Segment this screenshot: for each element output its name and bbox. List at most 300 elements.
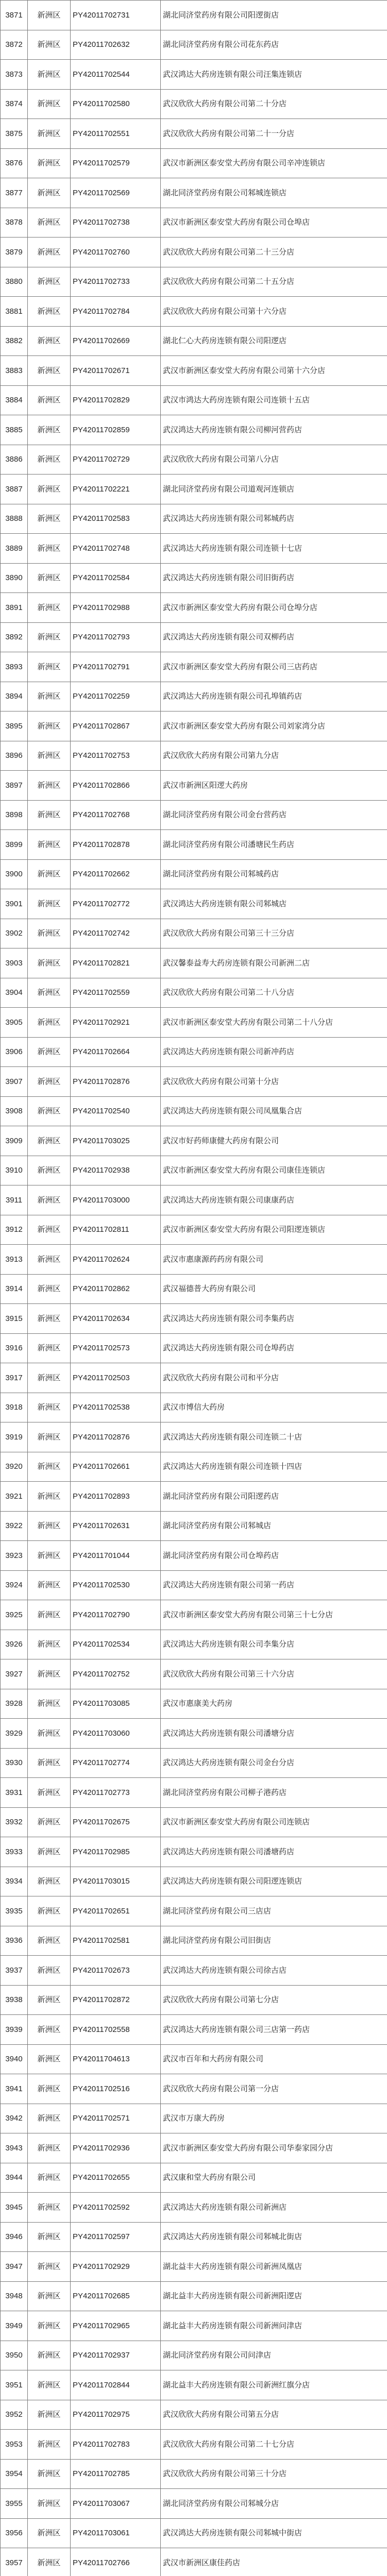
row-number: 3906 — [1, 1037, 28, 1067]
row-number: 3880 — [1, 267, 28, 297]
district-cell: 新洲区 — [28, 2252, 71, 2282]
district-cell: 新洲区 — [28, 1956, 71, 1986]
pharmacy-name-cell: 武汉市好药师康健大药房有限公司 — [161, 1126, 387, 1156]
table-row — [1, 1659, 387, 1689]
pharmacy-name-cell: 武汉欣欣大药房有限公司第一分店 — [161, 2074, 387, 2104]
pharmacy-name-cell: 武汉欣欣大药房有限公司第三十三分店 — [161, 919, 387, 948]
table-row — [1, 622, 387, 652]
district-cell: 新洲区 — [28, 771, 71, 801]
row-number: 3919 — [1, 1422, 28, 1452]
row-number: 3875 — [1, 119, 28, 149]
code-cell: PY42011702876 — [71, 1067, 161, 1097]
row-number: 3913 — [1, 1245, 28, 1275]
pharmacy-name-cell: 武汉市新洲区泰安堂大药房有限公司仓埠店 — [161, 208, 387, 238]
table-row — [1, 2341, 387, 2370]
code-cell: PY42011702569 — [71, 178, 161, 208]
row-number: 3915 — [1, 1304, 28, 1334]
district-cell: 新洲区 — [28, 2311, 71, 2341]
code-cell: PY42011702766 — [71, 2548, 161, 2576]
row-number: 3935 — [1, 1896, 28, 1926]
pharmacy-name-cell: 武汉市鸿达大药房连锁有限公司连锁十五店 — [161, 385, 387, 415]
row-number: 3941 — [1, 2074, 28, 2104]
code-cell: PY42011702662 — [71, 859, 161, 889]
code-cell: PY42011702538 — [71, 1393, 161, 1422]
code-cell: PY42011702634 — [71, 1304, 161, 1334]
district-cell: 新洲区 — [28, 385, 71, 415]
pharmacy-name-cell: 武汉市新洲区泰安堂大药房有限公司阳逻连锁店 — [161, 1215, 387, 1245]
row-number: 3940 — [1, 2044, 28, 2074]
row-number: 3920 — [1, 1452, 28, 1482]
table-row — [1, 474, 387, 504]
table-row — [1, 830, 387, 860]
pharmacy-name-cell: 武汉欣欣大药房有限公司第十分店 — [161, 1067, 387, 1097]
table-row — [1, 1156, 387, 1185]
table-row — [1, 1719, 387, 1749]
district-cell: 新洲区 — [28, 2341, 71, 2370]
district-cell: 新洲区 — [28, 534, 71, 564]
pharmacy-name-cell: 武汉鸿达大药房连锁有限公司新冲药店 — [161, 1037, 387, 1067]
district-cell: 新洲区 — [28, 1807, 71, 1837]
row-number: 3887 — [1, 474, 28, 504]
district-cell: 新洲区 — [28, 1393, 71, 1422]
district-cell: 新洲区 — [28, 1096, 71, 1126]
table-row — [1, 682, 387, 711]
table-row — [1, 1452, 387, 1482]
table-row — [1, 1363, 387, 1393]
table-body — [1, 1, 387, 2576]
row-number: 3888 — [1, 504, 28, 534]
row-number: 3954 — [1, 2459, 28, 2489]
table-row — [1, 1689, 387, 1719]
pharmacy-name-cell: 武汉馨泰益寿大药房连锁有限公司新洲二店 — [161, 948, 387, 978]
district-cell: 新洲区 — [28, 711, 71, 741]
pharmacy-name-cell: 湖北同济堂药房有限公司旧街店 — [161, 1926, 387, 1956]
pharmacy-name-cell: 武汉欣欣大药房有限公司第七分店 — [161, 1985, 387, 2015]
table-row — [1, 1600, 387, 1630]
pharmacy-name-cell: 湖北仁心大药房连锁有限公司阳逻店 — [161, 326, 387, 356]
row-number: 3872 — [1, 30, 28, 60]
row-number: 3922 — [1, 1511, 28, 1541]
pharmacy-name-cell: 武汉欣欣大药房有限公司第二十七分店 — [161, 2430, 387, 2460]
district-cell: 新洲区 — [28, 1333, 71, 1363]
pharmacy-name-cell: 武汉市博信大药房 — [161, 1393, 387, 1422]
row-number: 3930 — [1, 1748, 28, 1778]
pharmacy-name-cell: 湖北同济堂药房有限公司邾城店 — [161, 1511, 387, 1541]
row-number: 3936 — [1, 1926, 28, 1956]
code-cell: PY42011702768 — [71, 800, 161, 830]
row-number: 3874 — [1, 89, 28, 119]
table-row — [1, 1422, 387, 1452]
district-cell: 新洲区 — [28, 1422, 71, 1452]
pharmacy-name-cell: 湖北益丰大药房连锁有限公司新洲凤凰店 — [161, 2252, 387, 2282]
row-number: 3925 — [1, 1600, 28, 1630]
code-cell: PY42011704613 — [71, 2044, 161, 2074]
district-cell: 新洲区 — [28, 1363, 71, 1393]
code-cell: PY42011702985 — [71, 1837, 161, 1867]
row-number: 3892 — [1, 622, 28, 652]
table-row — [1, 1926, 387, 1956]
code-cell: PY42011702793 — [71, 622, 161, 652]
district-cell: 新洲区 — [28, 919, 71, 948]
table-row — [1, 238, 387, 267]
pharmacy-name-cell: 武汉鸿达大药房连锁有限公司李集药店 — [161, 1304, 387, 1334]
code-cell: PY42011702544 — [71, 60, 161, 90]
code-cell: PY42011702729 — [71, 445, 161, 474]
table-row — [1, 948, 387, 978]
pharmacy-name-cell: 武汉鸿达大药房连锁有限公司邾城店 — [161, 889, 387, 919]
row-number: 3908 — [1, 1096, 28, 1126]
row-number: 3907 — [1, 1067, 28, 1097]
row-number: 3927 — [1, 1659, 28, 1689]
district-cell: 新洲区 — [28, 148, 71, 178]
pharmacy-name-cell: 武汉市新洲区泰安堂大药房有限公司康佳连锁店 — [161, 1156, 387, 1185]
district-cell: 新洲区 — [28, 948, 71, 978]
row-number: 3933 — [1, 1837, 28, 1867]
code-cell: PY42011702592 — [71, 2193, 161, 2223]
district-cell: 新洲区 — [28, 2163, 71, 2193]
row-number: 3877 — [1, 178, 28, 208]
code-cell: PY42011702742 — [71, 919, 161, 948]
pharmacy-name-cell: 武汉市新洲区泰安堂大药房有限公司连锁店 — [161, 1807, 387, 1837]
district-cell: 新洲区 — [28, 2548, 71, 2576]
code-cell: PY42011702738 — [71, 208, 161, 238]
row-number: 3910 — [1, 1156, 28, 1185]
table-row — [1, 2193, 387, 2223]
table-row — [1, 2370, 387, 2400]
district-cell: 新洲区 — [28, 1156, 71, 1185]
code-cell: PY42011702580 — [71, 89, 161, 119]
row-number: 3916 — [1, 1333, 28, 1363]
pharmacy-name-cell: 武汉鸿达大药房连锁有限公司连锁二十店 — [161, 1422, 387, 1452]
pharmacy-name-cell: 武汉鸿达大药房连锁有限公司李集分店 — [161, 1630, 387, 1659]
row-number: 3953 — [1, 2430, 28, 2460]
row-number: 3924 — [1, 1570, 28, 1600]
district-cell: 新洲区 — [28, 2074, 71, 2104]
row-number: 3934 — [1, 1867, 28, 1896]
code-cell: PY42011703000 — [71, 1185, 161, 1215]
district-cell: 新洲区 — [28, 1541, 71, 1571]
pharmacy-name-cell: 武汉鸿达大药房连锁有限公司潘塘分店 — [161, 1719, 387, 1749]
code-cell: PY42011702581 — [71, 1926, 161, 1956]
pharmacy-name-cell: 湖北同济堂药房有限公司潘塘民生药店 — [161, 830, 387, 860]
district-cell: 新洲区 — [28, 1304, 71, 1334]
row-number: 3904 — [1, 978, 28, 1008]
pharmacy-name-cell: 武汉鸿达大药房连锁有限公司康康药店 — [161, 1185, 387, 1215]
table-row — [1, 1896, 387, 1926]
district-cell: 新洲区 — [28, 474, 71, 504]
table-row — [1, 1067, 387, 1097]
code-cell: PY42011702829 — [71, 385, 161, 415]
row-number: 3928 — [1, 1689, 28, 1719]
code-cell: PY42011702862 — [71, 1274, 161, 1304]
row-number: 3949 — [1, 2311, 28, 2341]
table-row — [1, 504, 387, 534]
pharmacy-name-cell: 武汉欣欣大药房有限公司第二十分店 — [161, 89, 387, 119]
pharmacy-name-cell: 武汉欣欣大药房有限公司第十六分店 — [161, 297, 387, 327]
table-row — [1, 1096, 387, 1126]
table-row — [1, 1482, 387, 1512]
row-number: 3883 — [1, 356, 28, 386]
code-cell: PY42011702783 — [71, 2430, 161, 2460]
table-row — [1, 297, 387, 327]
code-cell: PY42011702530 — [71, 1570, 161, 1600]
table-row — [1, 2044, 387, 2074]
pharmacy-name-cell: 武汉欣欣大药房有限公司第二十三分店 — [161, 238, 387, 267]
table-row — [1, 1, 387, 30]
table-row — [1, 563, 387, 593]
code-cell: PY42011703067 — [71, 2489, 161, 2519]
district-cell: 新洲区 — [28, 1778, 71, 1808]
pharmacy-name-cell: 武汉市新洲区泰安堂大药房有限公司第三十七分店 — [161, 1600, 387, 1630]
table-row — [1, 267, 387, 297]
code-cell: PY42011702655 — [71, 2163, 161, 2193]
table-row — [1, 30, 387, 60]
row-number: 3903 — [1, 948, 28, 978]
code-cell: PY42011702748 — [71, 534, 161, 564]
table-row — [1, 2133, 387, 2163]
pharmacy-name-cell: 武汉市惠康源药药房有限公司 — [161, 1245, 387, 1275]
code-cell: PY42011702772 — [71, 889, 161, 919]
table-row — [1, 534, 387, 564]
row-number: 3917 — [1, 1363, 28, 1393]
row-number: 3894 — [1, 682, 28, 711]
code-cell: PY42011702785 — [71, 2459, 161, 2489]
code-cell: PY42011702821 — [71, 948, 161, 978]
pharmacy-name-cell: 武汉欣欣大药房有限公司第五分店 — [161, 2400, 387, 2430]
row-number: 3911 — [1, 1185, 28, 1215]
row-number: 3905 — [1, 1008, 28, 1038]
row-number: 3900 — [1, 859, 28, 889]
row-number: 3897 — [1, 771, 28, 801]
table-row — [1, 2074, 387, 2104]
district-cell: 新洲区 — [28, 1896, 71, 1926]
row-number: 3926 — [1, 1630, 28, 1659]
row-number: 3895 — [1, 711, 28, 741]
table-row — [1, 148, 387, 178]
code-cell: PY42011702733 — [71, 267, 161, 297]
pharmacy-name-cell: 武汉市百年和大药房有限公司 — [161, 2044, 387, 2074]
code-cell: PY42011702937 — [71, 2341, 161, 2370]
pharmacy-name-cell: 武汉欣欣大药房有限公司第八分店 — [161, 445, 387, 474]
pharmacy-name-cell: 武汉欣欣大药房有限公司第二十五分店 — [161, 267, 387, 297]
district-cell: 新洲区 — [28, 800, 71, 830]
district-cell: 新洲区 — [28, 2222, 71, 2252]
code-cell: PY42011703025 — [71, 1126, 161, 1156]
table-row — [1, 415, 387, 445]
table-row — [1, 2015, 387, 2045]
table-row — [1, 1008, 387, 1038]
table-row — [1, 652, 387, 682]
table-row — [1, 2163, 387, 2193]
pharmacy-name-cell: 湖北同济堂药房有限公司花东药店 — [161, 30, 387, 60]
row-number: 3902 — [1, 919, 28, 948]
district-cell: 新洲区 — [28, 1067, 71, 1097]
district-cell: 新洲区 — [28, 2518, 71, 2548]
table-row — [1, 859, 387, 889]
table-row — [1, 978, 387, 1008]
row-number: 3955 — [1, 2489, 28, 2519]
district-cell: 新洲区 — [28, 2400, 71, 2430]
pharmacy-name-cell: 武汉鸿达大药房连锁有限公司连锁十七店 — [161, 534, 387, 564]
code-cell: PY42011702573 — [71, 1333, 161, 1363]
district-cell: 新洲区 — [28, 1985, 71, 2015]
pharmacy-name-cell: 武汉市万康大药房 — [161, 2104, 387, 2133]
code-cell: PY42011702624 — [71, 1245, 161, 1275]
table-row — [1, 385, 387, 415]
district-cell: 新洲区 — [28, 1008, 71, 1038]
code-cell: PY42011702988 — [71, 593, 161, 623]
table-row — [1, 800, 387, 830]
district-cell: 新洲区 — [28, 1215, 71, 1245]
row-number: 3871 — [1, 1, 28, 30]
district-cell: 新洲区 — [28, 2430, 71, 2460]
row-number: 3923 — [1, 1541, 28, 1571]
table-row — [1, 2430, 387, 2460]
pharmacy-name-cell: 湖北同济堂药房有限公司邾城连锁店 — [161, 178, 387, 208]
district-cell: 新洲区 — [28, 830, 71, 860]
pharmacy-name-cell: 武汉鸿达大药房连锁有限公司旧街药店 — [161, 563, 387, 593]
code-cell: PY42011702584 — [71, 563, 161, 593]
table-row — [1, 1541, 387, 1571]
table-row — [1, 1037, 387, 1067]
district-cell: 新洲区 — [28, 2489, 71, 2519]
pharmacy-name-cell: 武汉市惠康美大药房 — [161, 1689, 387, 1719]
district-cell: 新洲区 — [28, 1837, 71, 1867]
row-number: 3914 — [1, 1274, 28, 1304]
code-cell: PY42011702664 — [71, 1037, 161, 1067]
pharmacy-name-cell: 武汉市新洲区阳逻大药房 — [161, 771, 387, 801]
code-cell: PY42011702221 — [71, 474, 161, 504]
pharmacy-name-cell: 武汉鸿达大药房连锁有限公司金台分店 — [161, 1748, 387, 1778]
pharmacy-name-cell: 湖北同济堂药房有限公司阳逻药店 — [161, 1482, 387, 1512]
code-cell: PY42011702975 — [71, 2400, 161, 2430]
table-row — [1, 445, 387, 474]
table-row — [1, 89, 387, 119]
district-cell: 新洲区 — [28, 504, 71, 534]
pharmacy-name-cell: 武汉欣欣大药房有限公司第三十六分店 — [161, 1659, 387, 1689]
pharmacy-name-cell: 武汉鸿达大药房连锁有限公司邾城中街店 — [161, 2518, 387, 2548]
pharmacy-name-cell: 武汉市新洲区康佳药店 — [161, 2548, 387, 2576]
pharmacy-name-cell: 湖北益丰大药房连锁有限公司新洲阳逻店 — [161, 2281, 387, 2311]
code-cell: PY42011703085 — [71, 1689, 161, 1719]
row-number: 3956 — [1, 2518, 28, 2548]
table-row — [1, 2281, 387, 2311]
code-cell: PY42011702876 — [71, 1422, 161, 1452]
pharmacy-name-cell: 武汉鸿达大药房连锁有限公司徐古店 — [161, 1956, 387, 1986]
row-number: 3909 — [1, 1126, 28, 1156]
district-cell: 新洲区 — [28, 2459, 71, 2489]
code-cell: PY42011702534 — [71, 1630, 161, 1659]
row-number: 3950 — [1, 2341, 28, 2370]
code-cell: PY42011702878 — [71, 830, 161, 860]
district-cell: 新洲区 — [28, 1, 71, 30]
district-cell: 新洲区 — [28, 1600, 71, 1630]
district-cell: 新洲区 — [28, 445, 71, 474]
code-cell: PY42011702669 — [71, 326, 161, 356]
district-cell: 新洲区 — [28, 1630, 71, 1659]
table-row — [1, 889, 387, 919]
code-cell: PY42011702844 — [71, 2370, 161, 2400]
table-row — [1, 1215, 387, 1245]
row-number: 3884 — [1, 385, 28, 415]
code-cell: PY42011702859 — [71, 415, 161, 445]
code-cell: PY42011702965 — [71, 2311, 161, 2341]
district-cell: 新洲区 — [28, 889, 71, 919]
row-number: 3876 — [1, 148, 28, 178]
code-cell: PY42011702579 — [71, 148, 161, 178]
code-cell: PY42011702929 — [71, 2252, 161, 2282]
row-number: 3896 — [1, 741, 28, 771]
table-row — [1, 1245, 387, 1275]
district-cell: 新洲区 — [28, 2044, 71, 2074]
district-cell: 新洲区 — [28, 1867, 71, 1896]
code-cell: PY42011702558 — [71, 2015, 161, 2045]
code-cell: PY42011701044 — [71, 1541, 161, 1571]
row-number: 3951 — [1, 2370, 28, 2400]
code-cell: PY42011702559 — [71, 978, 161, 1008]
code-cell: PY42011702791 — [71, 652, 161, 682]
pharmacy-name-cell: 武汉欣欣大药房有限公司第三十分店 — [161, 2459, 387, 2489]
table-row — [1, 178, 387, 208]
table-row — [1, 1333, 387, 1363]
pharmacy-name-cell: 武汉市新洲区泰安堂大药房有限公司仓埠分店 — [161, 593, 387, 623]
pharmacy-name-cell: 湖北同济堂药房有限公司金台营药店 — [161, 800, 387, 830]
pharmacy-name-cell: 武汉鸿达大药房连锁有限公司新洲店 — [161, 2193, 387, 2223]
district-cell: 新洲区 — [28, 356, 71, 386]
code-cell: PY42011702936 — [71, 2133, 161, 2163]
table-row — [1, 1126, 387, 1156]
district-cell: 新洲区 — [28, 2104, 71, 2133]
row-number: 3878 — [1, 208, 28, 238]
pharmacy-name-cell: 武汉鸿达大药房连锁有限公司三店第一药店 — [161, 2015, 387, 2045]
table-row — [1, 119, 387, 149]
district-cell: 新洲区 — [28, 859, 71, 889]
code-cell: PY42011702867 — [71, 711, 161, 741]
table-row — [1, 2518, 387, 2548]
code-cell: PY42011703061 — [71, 2518, 161, 2548]
code-cell: PY42011702675 — [71, 1807, 161, 1837]
code-cell: PY42011702597 — [71, 2222, 161, 2252]
row-number: 3944 — [1, 2163, 28, 2193]
row-number: 3942 — [1, 2104, 28, 2133]
row-number: 3957 — [1, 2548, 28, 2576]
row-number: 3901 — [1, 889, 28, 919]
table-row — [1, 1185, 387, 1215]
table-row — [1, 2489, 387, 2519]
pharmacy-name-cell: 武汉欣欣大药房有限公司第二十八分店 — [161, 978, 387, 1008]
pharmacy-name-cell: 武汉鸿达大药房连锁有限公司凤凰集合店 — [161, 1096, 387, 1126]
district-cell: 新洲区 — [28, 30, 71, 60]
code-cell: PY42011702938 — [71, 1156, 161, 1185]
table-row — [1, 1511, 387, 1541]
row-number: 3932 — [1, 1807, 28, 1837]
code-cell: PY42011703015 — [71, 1867, 161, 1896]
code-cell: PY42011702773 — [71, 1778, 161, 1808]
table-row — [1, 60, 387, 90]
table-row — [1, 1867, 387, 1896]
district-cell: 新洲区 — [28, 1748, 71, 1778]
table-row — [1, 1956, 387, 1986]
district-cell: 新洲区 — [28, 297, 71, 327]
district-cell: 新洲区 — [28, 2133, 71, 2163]
district-cell: 新洲区 — [28, 622, 71, 652]
row-number: 3879 — [1, 238, 28, 267]
table-row — [1, 711, 387, 741]
pharmacy-name-cell: 武汉鸿达大药房连锁有限公司汪集连锁店 — [161, 60, 387, 90]
pharmacy-name-cell: 武汉鸿达大药房连锁有限公司柳河营药店 — [161, 415, 387, 445]
code-cell: PY42011702731 — [71, 1, 161, 30]
code-cell: PY42011702503 — [71, 1363, 161, 1393]
